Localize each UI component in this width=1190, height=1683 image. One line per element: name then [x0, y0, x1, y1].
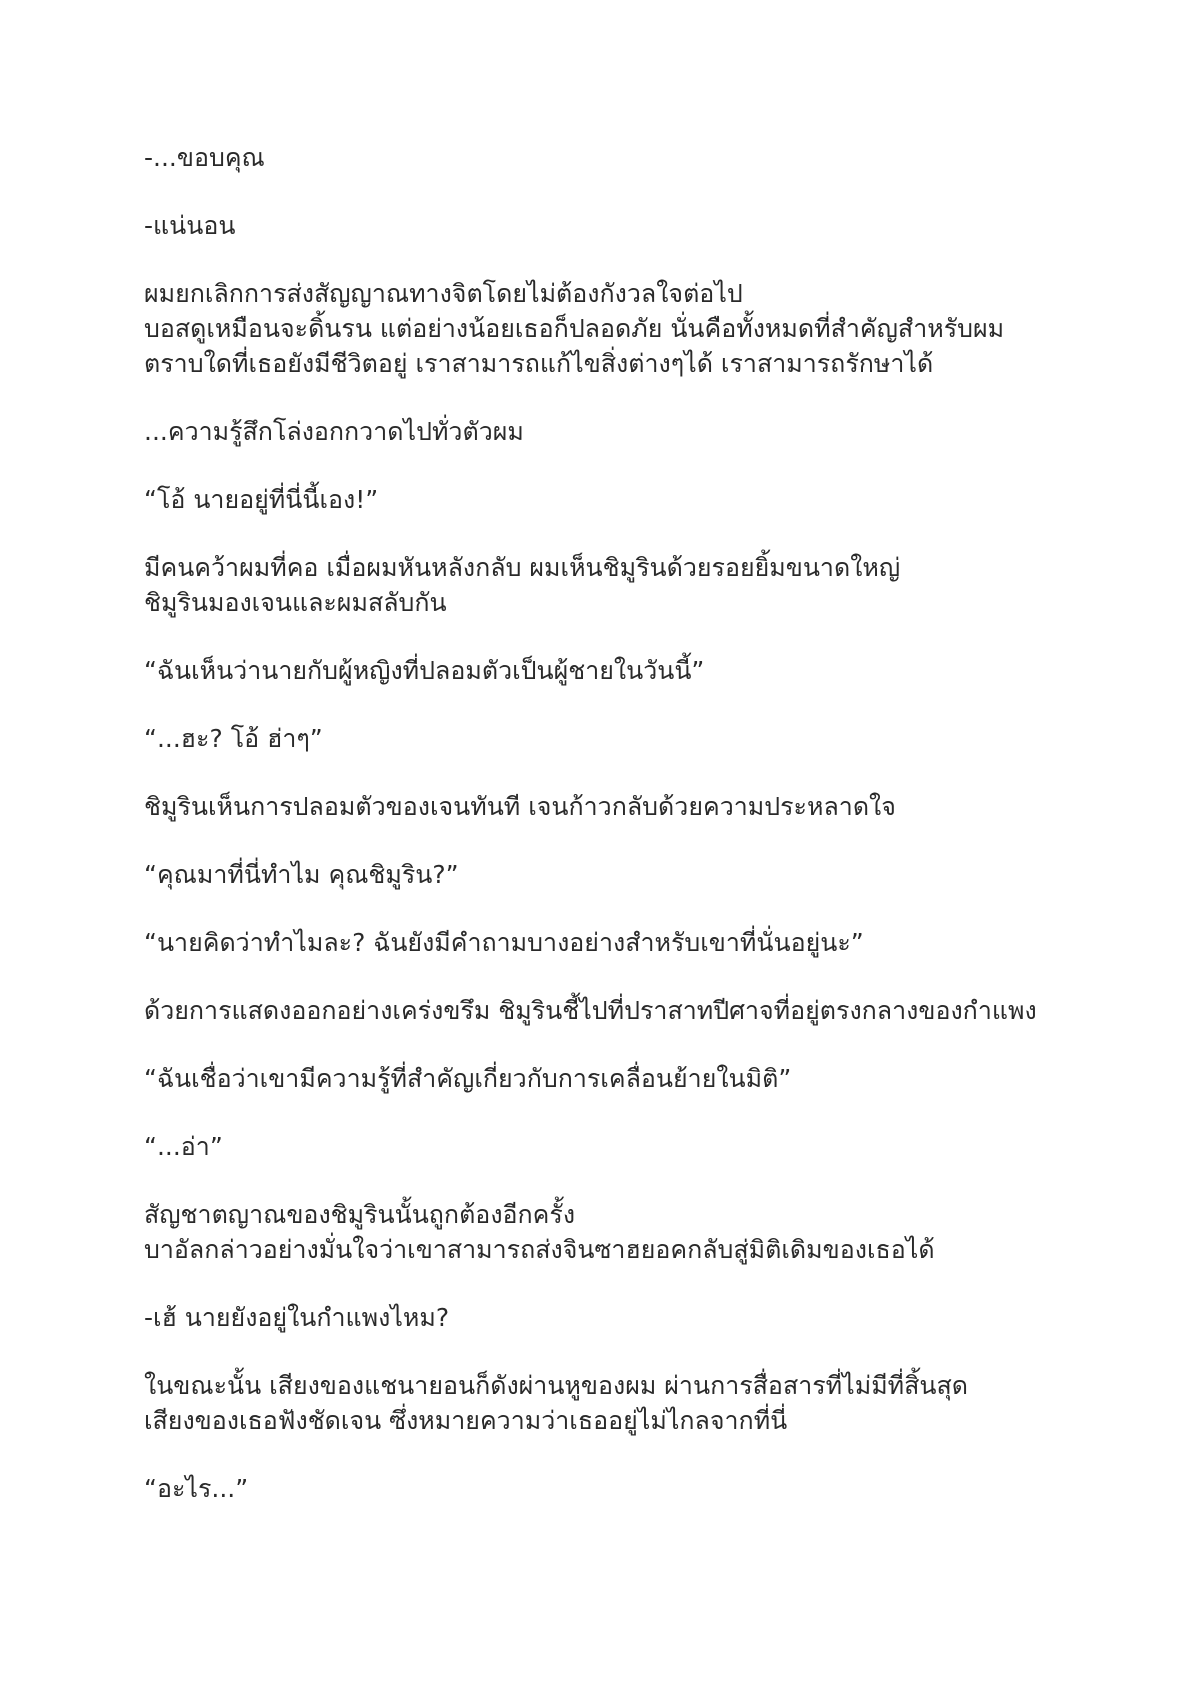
paragraph	[144, 1368, 1044, 1438]
paragraph	[144, 1300, 1044, 1335]
text-line: ชิมูรินมองเจนและผมสลับกัน	[144, 588, 447, 617]
text-line: “นายคิดว่าทำไมละ? ฉันยังมีคำถามบางอย่างสำหรับเขาที่นั่นอยู่นะ”	[144, 928, 864, 957]
text-line: สัญชาตญาณของชิมูรินนั้นถูกต้องอีกครั้ง	[144, 1200, 576, 1229]
paragraph	[144, 550, 1044, 620]
text-line: “อะไร...”	[144, 1474, 249, 1503]
paragraph	[144, 857, 1044, 892]
paragraph	[144, 1061, 1044, 1096]
text-line: ตราบใดที่เธอยังมีชีวิตอยู่ เราสามารถแก้ไขสิ่งต่างๆได้ เราสามารถรักษาได้	[144, 349, 934, 378]
document-body	[144, 140, 1044, 1539]
text-line: “...ฮะ? โอ้ ฮ่าๆ”	[144, 724, 323, 753]
text-line: -...ขอบคุณ	[144, 143, 265, 172]
paragraph	[144, 1471, 1044, 1506]
paragraph	[144, 414, 1044, 449]
text-line: “...อ่า”	[144, 1132, 223, 1161]
text-line: -เฮ้ นายยังอยู่ในกำแพงไหม?	[144, 1303, 450, 1332]
text-line: “โอ้ นายอยู่ที่นี่นี้เอง!”	[144, 485, 379, 514]
paragraph	[144, 789, 1044, 824]
text-line: ...ความรู้สึกโล่งอกกวาดไปทั่วตัวผม	[144, 417, 524, 446]
text-line: ในขณะนั้น เสียงของแชนายอนก็ดังผ่านหูของผม ผ่านการสื่อสารที่ไม่มีที่สิ้นสุด	[144, 1371, 968, 1400]
paragraph	[144, 721, 1044, 756]
paragraph	[144, 993, 1044, 1028]
text-line: มีคนคว้าผมที่คอ เมื่อผมหันหลังกลับ ผมเห็นชิมูรินด้วยรอยยิ้มขนาดใหญ่	[144, 553, 901, 582]
text-line: “คุณมาที่นี่ทำไม คุณชิมูริน?”	[144, 860, 459, 889]
text-line: บอสดูเหมือนจะดิ้นรน แต่อย่างน้อยเธอก็ปลอดภัย นั่นคือทั้งหมดที่สำคัญสำหรับผม	[144, 314, 1005, 343]
text-line: -แน่นอน	[144, 211, 236, 240]
paragraph	[144, 1197, 1044, 1267]
text-line: “ฉันเห็นว่านายกับผู้หญิงที่ปลอมตัวเป็นผู้ชายในวันนี้”	[144, 656, 705, 685]
paragraph	[144, 653, 1044, 688]
paragraph	[144, 1129, 1044, 1164]
paragraph	[144, 276, 1044, 381]
text-line: “ฉันเชื่อว่าเขามีความรู้ที่สำคัญเกี่ยวกับการเคลื่อนย้ายในมิติ”	[144, 1064, 792, 1093]
paragraph	[144, 925, 1044, 960]
text-line: บาอัลกล่าวอย่างมั่นใจว่าเขาสามารถส่งจินซาฮยอคกลับสู่มิติเดิมของเธอได้	[144, 1235, 935, 1264]
paragraph	[144, 482, 1044, 517]
paragraph	[144, 208, 1044, 243]
text-line: ผมยกเลิกการส่งสัญญาณทางจิตโดยไม่ต้องกังวลใจต่อไป	[144, 279, 743, 308]
paragraph	[144, 140, 1044, 175]
text-line: ด้วยการแสดงออกอย่างเคร่งขรึม ชิมูรินชี้ไปที่ปราสาทปีศาจที่อยู่ตรงกลางของกำแพง	[144, 996, 1037, 1025]
text-line: เสียงของเธอฟังชัดเจน ซึ่งหมายความว่าเธออยู่ไม่ไกลจากที่นี่	[144, 1406, 788, 1435]
text-line: ชิมูรินเห็นการปลอมตัวของเจนทันที เจนก้าวกลับด้วยความประหลาดใจ	[144, 792, 896, 821]
